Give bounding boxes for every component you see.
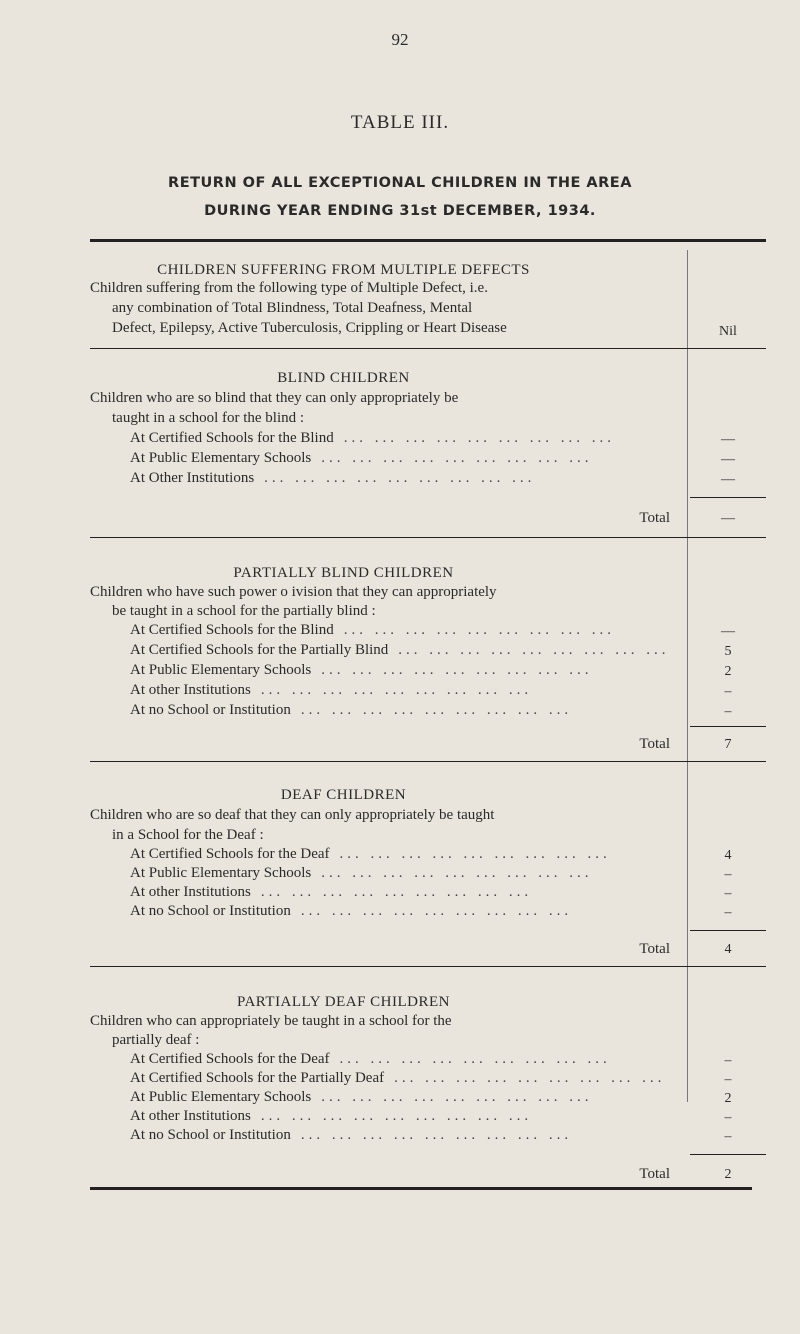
row-label: At other Institutions [130, 682, 251, 698]
row-label: At no School or Institution [130, 903, 291, 919]
leader-dots: ... ... ... ... ... ... ... ... ... [260, 884, 533, 900]
deaf-row-value: – [724, 867, 732, 882]
bottom-rule [90, 1187, 752, 1190]
leader-dots: ... ... ... ... ... ... ... ... ... [321, 450, 593, 466]
column-divider [687, 250, 688, 1102]
leader-dots: ... ... ... ... ... ... ... ... ... [264, 470, 536, 486]
row-label: At Certified Schools for the Deaf [130, 1051, 330, 1067]
multiple-defects-value: Nil [719, 324, 737, 339]
total-rule [690, 497, 766, 498]
deaf-row [130, 884, 686, 901]
partially-deaf-total-value: 2 [724, 1167, 732, 1182]
leader-dots: ... ... ... ... ... ... ... ... ... [300, 903, 573, 919]
leader-dots: ... ... ... ... ... ... ... ... ... [300, 1127, 573, 1143]
blind-row [130, 430, 686, 447]
deaf-children-title: DEAF CHILDREN [280, 787, 407, 803]
multiple-defects-title: CHILDREN SUFFERING FROM MULTIPLE DEFECTS [157, 262, 530, 278]
total-rule [690, 726, 766, 727]
row-label: At Public Elementary Schools [130, 865, 312, 881]
row-label: At Public Elementary Schools [130, 1089, 312, 1105]
row-label: At Public Elementary Schools [130, 662, 312, 678]
partially-deaf-row-value: – [724, 1072, 732, 1087]
section-rule [90, 348, 766, 349]
deaf-desc-line: in a School for the Deaf : [112, 827, 264, 843]
deaf-row [130, 865, 686, 882]
heading-line-2: DURING YEAR ENDING 31st DECEMBER, 1934. [204, 203, 596, 219]
leader-dots: ... ... ... ... ... ... ... ... ... [260, 682, 533, 698]
partially-blind-row [130, 662, 686, 679]
heading-line-1: RETURN OF ALL EXCEPTIONAL CHILDREN IN THE AREA [168, 175, 632, 191]
partially-deaf-row [130, 1070, 686, 1087]
partially-blind-title: PARTIALLY BLIND CHILDREN [233, 565, 454, 581]
partially-deaf-row [130, 1127, 686, 1144]
partially-deaf-total-label: Total [639, 1166, 670, 1182]
partially-blind-row-value: — [721, 624, 735, 639]
multiple-desc-line: any combination of Total Blindness, Total Deafness, Mental [112, 300, 473, 316]
partially-deaf-desc-line: Children who can appropriately be taught in a school for the [90, 1013, 452, 1029]
blind-desc-line: taught in a school for the blind : [112, 410, 305, 426]
leader-dots: ... ... ... ... ... ... ... ... ... [343, 622, 615, 638]
blind-row-value: — [721, 472, 735, 487]
row-label: At other Institutions [130, 884, 251, 900]
deaf-total-value: 4 [724, 942, 732, 957]
partially-deaf-row [130, 1108, 686, 1125]
blind-desc-line: Children who are so blind that they can only appropriately be [90, 390, 459, 406]
partially-blind-row [130, 702, 686, 719]
leader-dots: ... ... ... ... ... ... ... ... ... [339, 846, 611, 862]
row-label: At no School or Institution [130, 1127, 291, 1143]
blind-row-value: — [721, 452, 735, 467]
blind-total-label: Total [639, 510, 670, 526]
leader-dots: ... ... ... ... ... ... ... ... ... [339, 1051, 611, 1067]
deaf-row-value: – [724, 905, 732, 920]
partially-blind-row [130, 622, 686, 639]
partially-blind-row-value: 5 [724, 644, 732, 659]
table-title: TABLE III. [350, 112, 450, 133]
partially-blind-row-value: – [724, 704, 732, 719]
row-label: At Certified Schools for the Blind [130, 430, 334, 446]
partially-blind-desc-line: be taught in a school for the partially blind : [112, 603, 376, 619]
leader-dots: ... ... ... ... ... ... ... ... ... [321, 1089, 593, 1105]
partially-blind-desc-line: Children who have such power o ivision that they can appropriately [90, 584, 497, 600]
blind-row-value: — [721, 432, 735, 447]
partially-deaf-row-value: – [724, 1110, 732, 1125]
top-rule [90, 239, 766, 242]
row-label: At Other Institutions [130, 470, 255, 486]
partially-deaf-desc-line: partially deaf : [112, 1032, 200, 1048]
partially-blind-row-value: 2 [724, 664, 732, 679]
partially-deaf-row-value: 2 [724, 1091, 732, 1106]
total-rule [690, 1154, 766, 1155]
section-rule [90, 966, 766, 967]
blind-children-title: BLIND CHILDREN [277, 370, 410, 386]
leader-dots: ... ... ... ... ... ... ... ... ... [300, 702, 573, 718]
partially-deaf-row [130, 1051, 686, 1068]
deaf-desc-line: Children who are so deaf that they can only appropriately be taught [90, 807, 495, 823]
partially-blind-total-label: Total [639, 736, 670, 752]
row-label: At other Institutions [130, 1108, 251, 1124]
partially-deaf-row-value: – [724, 1129, 732, 1144]
row-label: At Certified Schools for the Blind [130, 622, 334, 638]
leader-dots: ... ... ... ... ... ... ... ... ... [398, 642, 670, 658]
partially-deaf-title: PARTIALLY DEAF CHILDREN [237, 994, 450, 1010]
deaf-row-value: – [724, 886, 732, 901]
row-label: At Certified Schools for the Partially Deaf [130, 1070, 385, 1086]
leader-dots: ... ... ... ... ... ... ... ... ... [394, 1070, 666, 1086]
section-rule [90, 761, 766, 762]
total-rule [690, 930, 766, 931]
blind-row [130, 450, 686, 467]
row-label: At Certified Schools for the Deaf [130, 846, 330, 862]
deaf-total-label: Total [639, 941, 670, 957]
partially-blind-row-value: – [724, 684, 732, 699]
leader-dots: ... ... ... ... ... ... ... ... ... [321, 662, 593, 678]
leader-dots: ... ... ... ... ... ... ... ... ... [343, 430, 615, 446]
multiple-desc-line: Children suffering from the following type of Multiple Defect, i.e. [90, 280, 488, 296]
page-number: 92 [391, 30, 409, 49]
deaf-row-value: 4 [724, 848, 732, 863]
deaf-row [130, 903, 686, 920]
blind-row [130, 470, 686, 487]
partially-deaf-row [130, 1089, 686, 1106]
leader-dots: ... ... ... ... ... ... ... ... ... [260, 1108, 533, 1124]
partially-blind-row [130, 642, 686, 659]
partially-blind-total-value: 7 [724, 737, 732, 752]
partially-deaf-row-value: – [724, 1053, 732, 1068]
deaf-row [130, 846, 686, 863]
leader-dots: ... ... ... ... ... ... ... ... ... [321, 865, 593, 881]
row-label: At no School or Institution [130, 702, 291, 718]
partially-blind-row [130, 682, 686, 699]
row-label: At Certified Schools for the Partially Blind [130, 642, 389, 658]
blind-total-value: — [721, 511, 735, 526]
section-rule [90, 537, 766, 538]
multiple-desc-line: Defect, Epilepsy, Active Tuberculosis, Crippling or Heart Disease [112, 320, 507, 336]
row-label: At Public Elementary Schools [130, 450, 312, 466]
